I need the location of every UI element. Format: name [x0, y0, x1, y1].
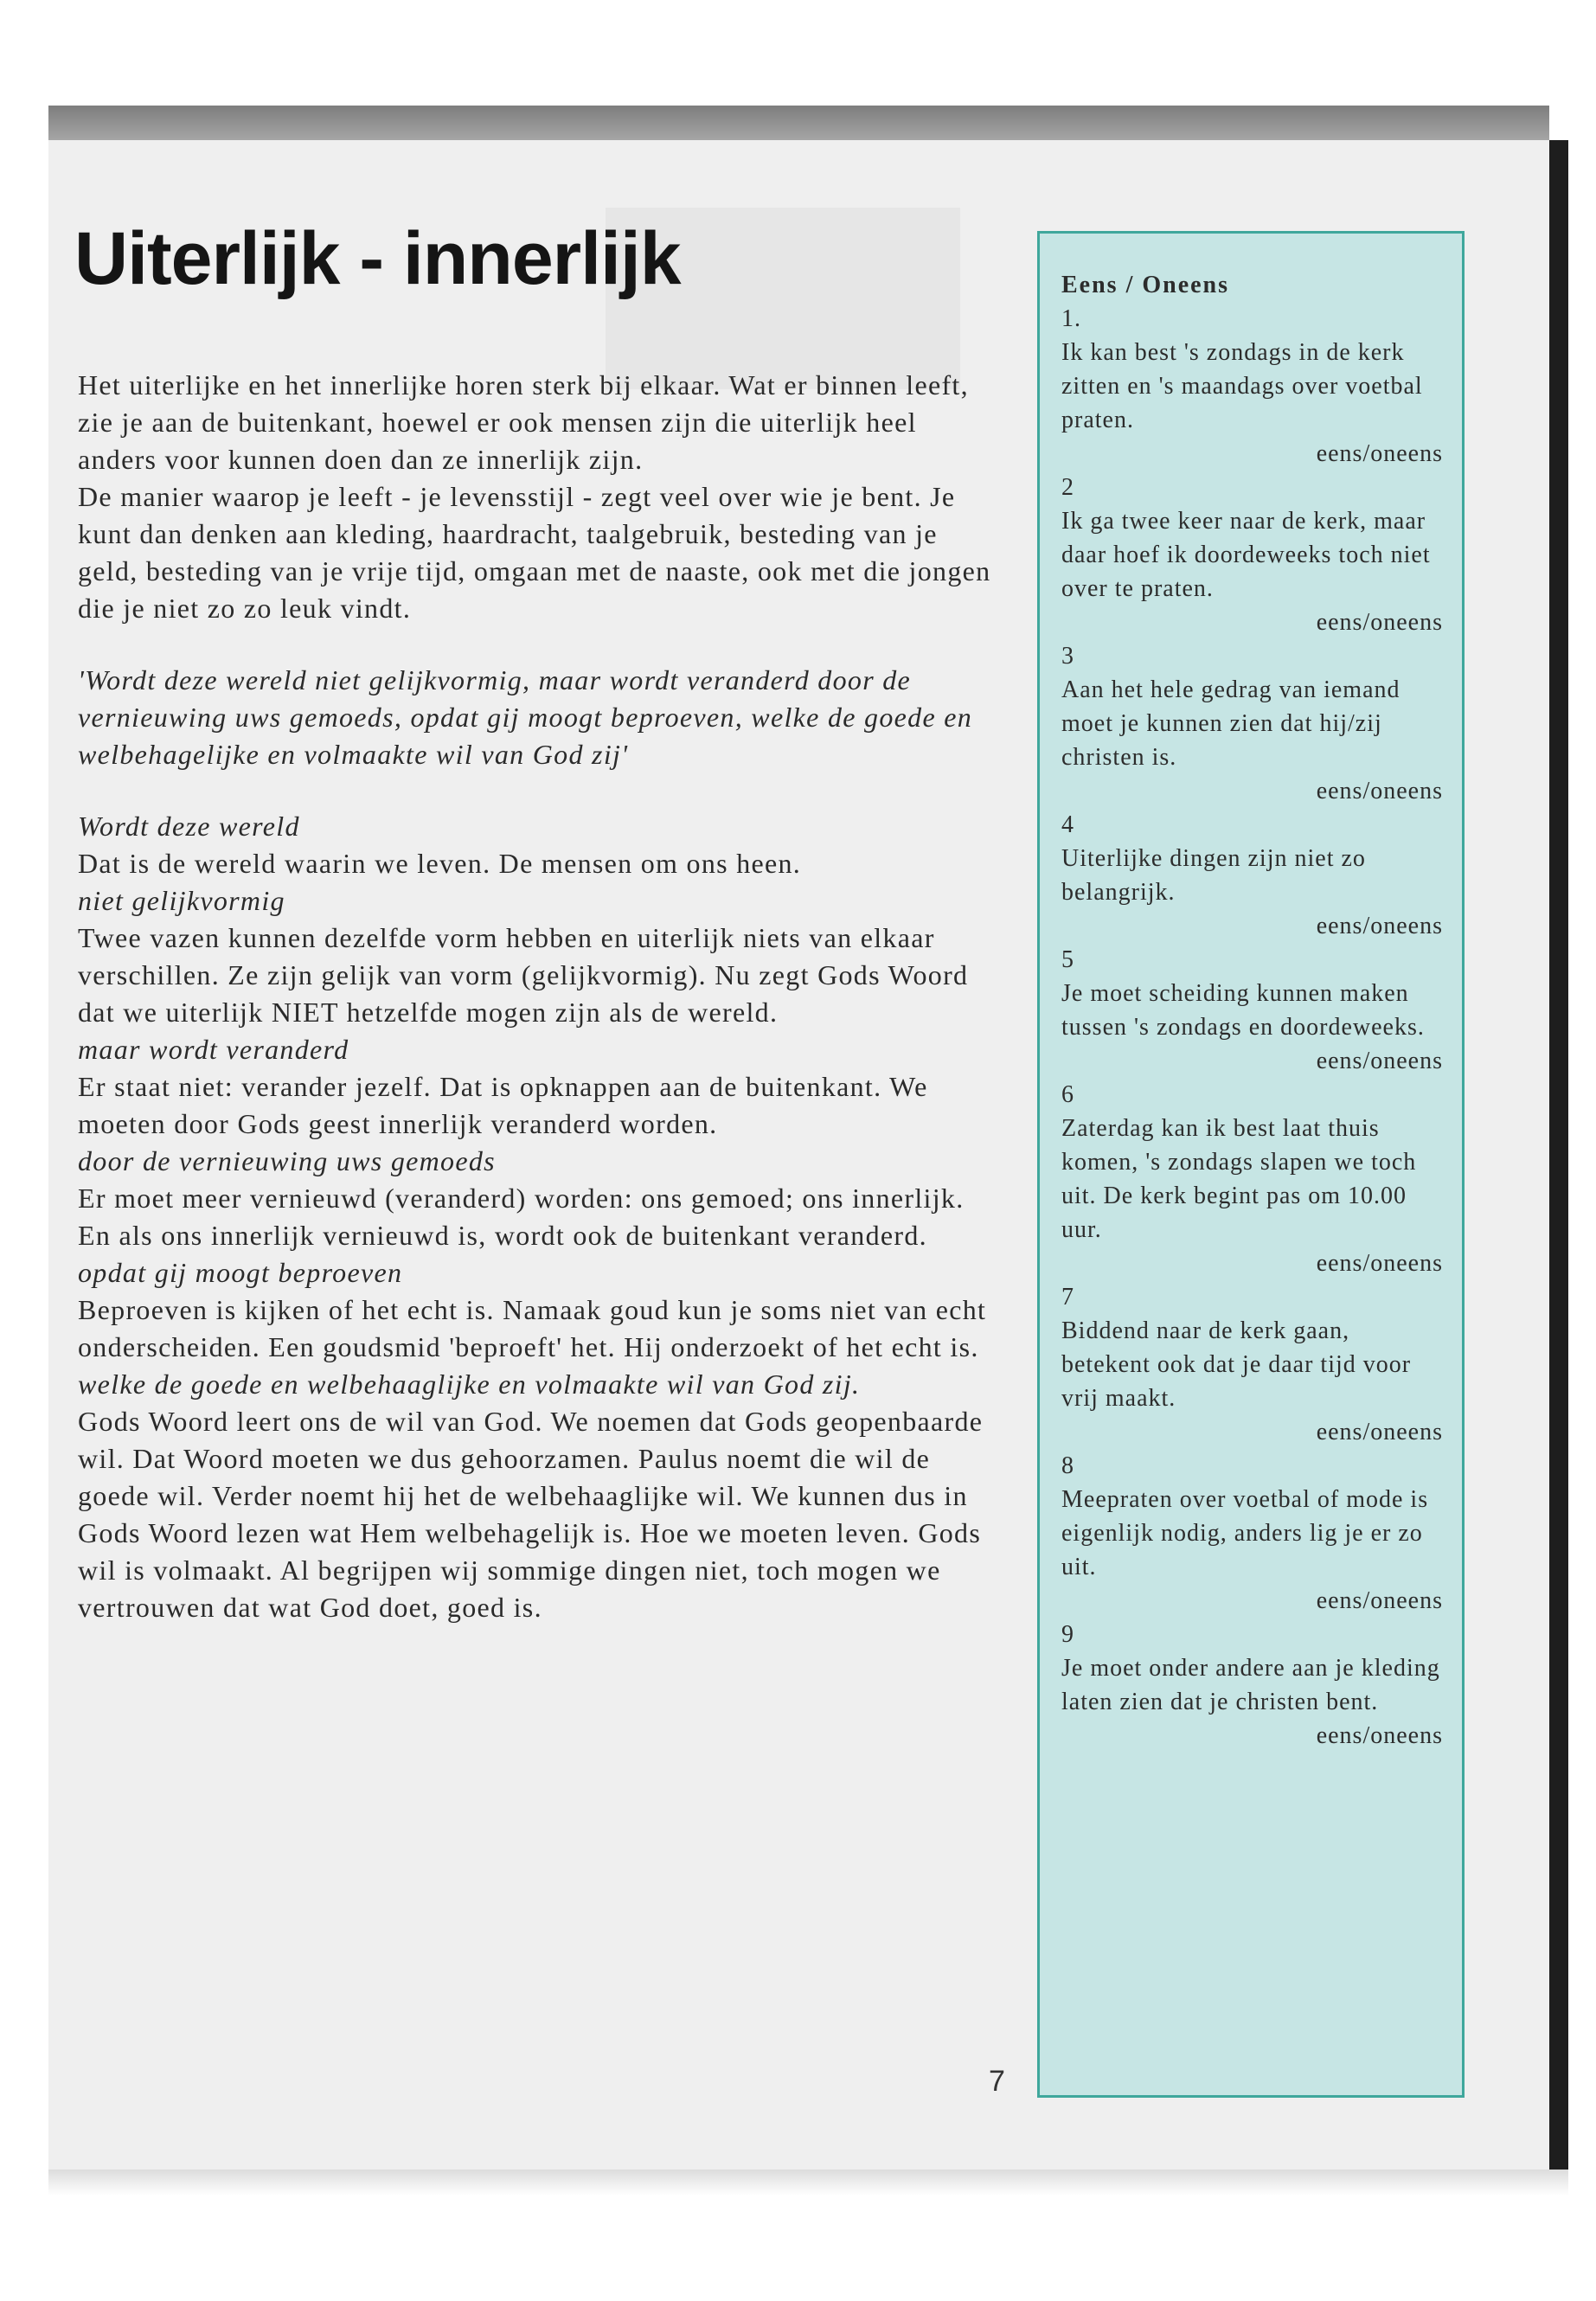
statement-text: Je moet onder andere aan je kleding laten zien dat je christen bent. [1061, 1655, 1440, 1715]
explanation-heading: Wordt deze wereld [78, 811, 300, 842]
statement-1 [1061, 302, 1443, 471]
statement-9 [1061, 1618, 1443, 1753]
explanation-text: Gods Woord leert ons de wil van God. We noemen dat Gods geopenbaarde wil. Dat Woord moeten we dus gehoorzamen. Paulus noemt die wil de goede wil. Verder noemt hij het de welbehaaglijke wil. We kunnen dus in Gods Woord lezen wat Hem welbehagelijk is. Hoe we moeten leven. Gods wil is volmaakt. Al begrijpen wij sommige dingen niet, toch mogen we vertrouwen dat wat God doet, goed is. [78, 1406, 984, 1623]
answer-option[interactable]: eens/oneens [1316, 913, 1443, 939]
intro-paragraph-1: Het uiterlijke en het innerlijke horen sterk bij elkaar. Wat er binnen leeft, zie je aan de buitenkant, hoewel er ook mensen zijn die uiterlijk heel anders voor kunnen doen dan ze innerlijk zijn. [78, 369, 969, 475]
explanation-text: Beproeven is kijken of het echt is. Namaak goud kun je soms niet van echt onderscheiden. Een goudsmid 'beproeft' het. Hij onderzoekt of het echt is. [78, 1294, 987, 1362]
explanation-heading: door de vernieuwing uws gemoeds [78, 1145, 496, 1176]
statement-text: Biddend naar de kerk gaan, betekent ook dat je daar tijd voor vrij maakt. [1061, 1317, 1412, 1412]
statement-7 [1061, 1280, 1443, 1449]
explanation-heading: opdat gij moogt beproeven [78, 1257, 403, 1288]
bible-quote: 'Wordt deze wereld niet gelijkvormig, maar wordt veranderd door de vernieuwing uws gemoeds, opdat gij moogt beproeven, welke de goede en welbehagelijke en volmaakte wil van God zij' [78, 664, 973, 770]
page-number: 7 [989, 2065, 1005, 2098]
answer-option[interactable]: eens/oneens [1316, 440, 1443, 467]
scan-right-edge [1549, 140, 1568, 2195]
statement-number: 8 [1061, 1452, 1074, 1479]
statement-text: Zaterdag kan ik best laat thuis komen, 's zondags slapen we toch uit. De kerk begint pas om 10.00 uur. [1061, 1115, 1417, 1243]
answer-option[interactable]: eens/oneens [1316, 1250, 1443, 1277]
explanation-text: Er staat niet: verander jezelf. Dat is opknappen aan de buitenkant. We moeten door Gods geest innerlijk veranderd worden. [78, 1071, 928, 1139]
explanation-text: Er moet meer vernieuwd (veranderd) worden: ons gemoed; ons innerlijk. En als ons innerlijk vernieuwd is, wordt ook de buitenkant veranderd. [78, 1183, 965, 1251]
statement-text: Aan het hele gedrag van iemand moet je kunnen zien dat hij/zij christen is. [1061, 676, 1401, 771]
statement-text: Ik ga twee keer naar de kerk, maar daar hoef ik doordeweeks toch niet over te praten. [1061, 508, 1431, 602]
statement-number: 4 [1061, 811, 1074, 838]
answer-option[interactable]: eens/oneens [1316, 1048, 1443, 1074]
explanation-text: Twee vazen kunnen dezelfde vorm hebben en uiterlijk niets van elkaar verschillen. Ze zijn gelijk van vorm (gelijkvormig). Nu zegt Gods Woord dat we uiterlijk NIET hetzelfde mogen zijn als de wereld. [78, 922, 969, 1028]
statement-number: 3 [1061, 643, 1074, 670]
scan-top-bar [48, 106, 1549, 144]
statement-2 [1061, 471, 1443, 639]
statement-6 [1061, 1078, 1443, 1280]
page-title: Uiterlijk - innerlijk [74, 217, 681, 300]
explanation-heading: maar wordt veranderd [78, 1034, 349, 1065]
statement-number: 1. [1061, 305, 1081, 332]
statement-number: 5 [1061, 946, 1074, 973]
statement-text: Meepraten over voetbal of mode is eigenlijk nodig, anders lig je er zo uit. [1061, 1486, 1429, 1580]
statement-number: 7 [1061, 1284, 1074, 1311]
explanation-heading: welke de goede en welbehaaglijke en volmaakte wil van God zij. [78, 1368, 861, 1400]
eens-oneens-panel [1037, 231, 1465, 2098]
statement-number: 9 [1061, 1621, 1074, 1648]
statement-3 [1061, 639, 1443, 808]
statement-text: Uiterlijke dingen zijn niet zo belangrijk. [1061, 845, 1366, 906]
statement-4 [1061, 808, 1443, 943]
scan-bottom-shadow [48, 2170, 1568, 2195]
statement-number: 6 [1061, 1081, 1074, 1108]
statement-text: Je moet scheiding kunnen maken tussen 's zondags en doordeweeks. [1061, 980, 1425, 1041]
explanation-text: Dat is de wereld waarin we leven. De mensen om ons heen. [78, 848, 802, 879]
panel-title: Eens / Oneens [1061, 272, 1230, 298]
intro-paragraph-2: De manier waarop je leeft - je levensstijl - zegt veel over wie je bent. Je kunt dan denken aan kleding, haardracht, taalgebruik, besteding van je geld, besteding van je vrije tijd, omgaan met de naaste, ook met die jongen die je niet zo zo leuk vindt. [78, 481, 991, 624]
answer-option[interactable]: eens/oneens [1316, 1587, 1443, 1614]
main-text [78, 367, 995, 1626]
answer-option[interactable]: eens/oneens [1316, 609, 1443, 636]
answer-option[interactable]: eens/oneens [1316, 1419, 1443, 1445]
answer-option[interactable]: eens/oneens [1316, 778, 1443, 804]
statement-5 [1061, 943, 1443, 1078]
statement-number: 2 [1061, 474, 1074, 501]
statement-8 [1061, 1449, 1443, 1618]
answer-option[interactable]: eens/oneens [1316, 1722, 1443, 1749]
explanation-heading: niet gelijkvormig [78, 885, 285, 916]
statement-text: Ik kan best 's zondags in de kerk zitten en 's maandags over voetbal praten. [1061, 339, 1423, 433]
